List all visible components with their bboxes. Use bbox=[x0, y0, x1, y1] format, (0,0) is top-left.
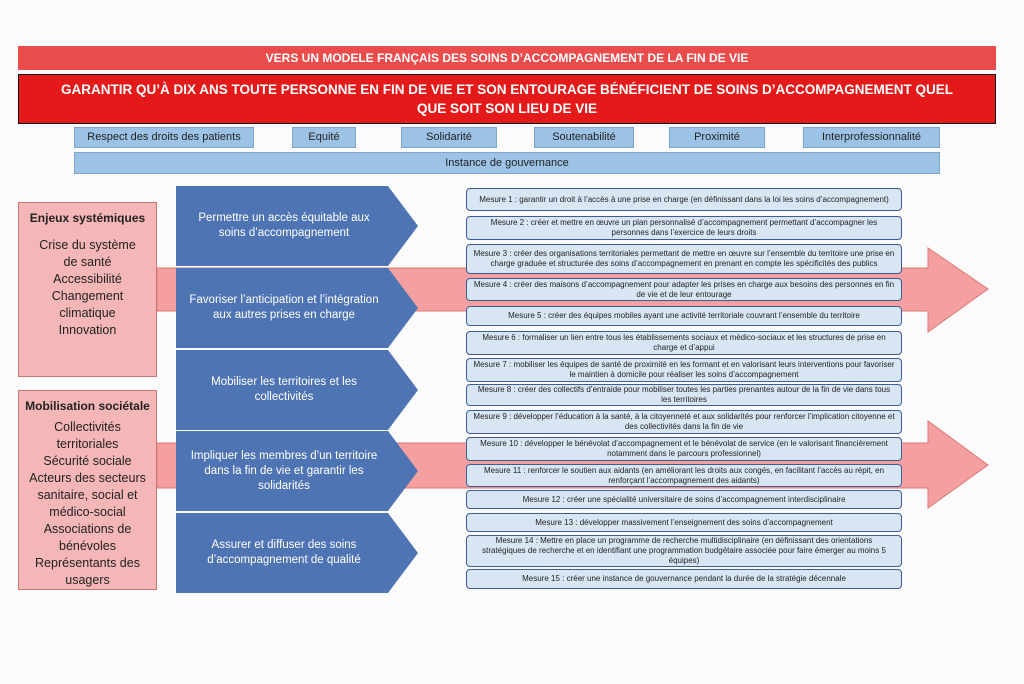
mobilisation-item: médico-social bbox=[49, 505, 126, 519]
enjeux-systemiques-box bbox=[18, 202, 157, 377]
mobilisation-item: territoriales bbox=[56, 437, 119, 451]
mesure-3: Mesure 3 : créer des organisations territoriales permettant de mettre en œuvre sur l’ensemble du territoire une prise en charge graduée et structurée des soins d’accompagnement en prenant en compte les spécificités des publics bbox=[466, 244, 902, 274]
value-proximite: Proximité bbox=[669, 127, 765, 148]
axe-1-label: Permettre un accès équitable aux soins d’accompagnement bbox=[198, 212, 370, 239]
value-interprofessionnalite: Interprofessionnalité bbox=[803, 127, 940, 148]
mobilisation-societale-box bbox=[18, 390, 157, 590]
enjeux-heading: Enjeux systémiques bbox=[29, 211, 146, 225]
axe-5-label: Assurer et diffuser des soins d’accompagnement de qualité bbox=[207, 539, 361, 566]
mobilisation-item: Sécurité sociale bbox=[43, 454, 132, 468]
mesure-13: Mesure 13 : développer massivement l’enseignement des soins d’accompagnement bbox=[466, 513, 902, 532]
enjeux-item: de santé bbox=[63, 255, 112, 269]
value-solidarite: Solidarité bbox=[401, 127, 497, 148]
mesure-6: Mesure 6 : formaliser un lien entre tous les établissements sociaux et médico-sociaux et les structures de prise en charge et d’appui bbox=[466, 331, 902, 355]
mesure-7: Mesure 7 : mobiliser les équipes de santé de proximité en les formant et en valorisant leurs interventions pour favoriser le maintien à domicile pour réaliser les soins d’accompagnement bbox=[466, 358, 902, 382]
mobilisation-item: usagers bbox=[65, 573, 110, 587]
instance-gouvernance: Instance de gouvernance bbox=[74, 152, 940, 174]
value-equite: Equité bbox=[292, 127, 356, 148]
enjeux-item: Accessibilité bbox=[53, 272, 122, 286]
mobilisation-list bbox=[19, 419, 156, 589]
axe-4-label: Impliquer les membres d’un territoire dans la fin de vie et garantir les solidarités bbox=[190, 449, 378, 492]
mesure-1: Mesure 1 : garantir un droit à l’accès à une prise en charge (en définissant dans la loi les soins d’accompagnement) bbox=[466, 188, 902, 211]
enjeux-item: Innovation bbox=[58, 323, 117, 337]
enjeux-item: Changement bbox=[51, 289, 124, 303]
axe-3-label: Mobiliser les territoires et les collectivités bbox=[211, 376, 357, 403]
mobilisation-item: sanitaire, social et bbox=[37, 488, 138, 502]
value-respect-droits: Respect des droits des patients bbox=[74, 127, 254, 148]
mesure-8: Mesure 8 : créer des collectifs d’entraide pour mobiliser toutes les parties prenantes autour de la fin de vie dans tous les territoires bbox=[466, 384, 902, 406]
enjeux-list bbox=[19, 237, 156, 339]
mesure-10: Mesure 10 : développer le bénévolat d’accompagnement et le bénévolat de service (en le valorisant financièrement notamment dans le parcours professionnel) bbox=[466, 437, 902, 461]
goal-banner: GARANTIR QU’À DIX ANS TOUTE PERSONNE EN FIN DE VIE ET SON ENTOURAGE BÉNÉFICIENT DE SOINS D’ACCOMPAGNEMENT QUEL QUE SOIT SON LIEU DE VIE bbox=[18, 74, 996, 124]
mesure-5: Mesure 5 : créer des équipes mobiles ayant une activité territoriale couvrant l’ensemble du territoire bbox=[466, 306, 902, 326]
mobilisation-heading: Mobilisation sociétale bbox=[25, 399, 150, 413]
enjeux-item: climatique bbox=[59, 306, 116, 320]
mobilisation-item: bénévoles bbox=[59, 539, 116, 553]
mobilisation-item: Associations de bbox=[43, 522, 132, 536]
mesure-12: Mesure 12 : créer une spécialité universitaire de soins d’accompagnement interdisciplinaire bbox=[466, 490, 902, 509]
mesure-11: Mesure 11 : renforcer le soutien aux aidants (en améliorant les droits aux congés, en facilitant l’accès au répit, en renforçant l’accompagnement des aidants) bbox=[466, 464, 902, 487]
mobilisation-item: Collectivités bbox=[54, 420, 121, 434]
enjeux-item: Crise du système bbox=[39, 238, 136, 252]
main-title: VERS UN MODELE FRANÇAIS DES SOINS D’ACCOMPAGNEMENT DE LA FIN DE VIE bbox=[18, 46, 996, 70]
value-soutenabilite: Soutenabilité bbox=[534, 127, 634, 148]
mesure-2: Mesure 2 : créer et mettre en œuvre un plan personnalisé d’accompagnement permettant d’accompagner les personnes dans l’exercice de leurs droits bbox=[466, 216, 902, 240]
mesure-15: Mesure 15 : créer une instance de gouvernance pendant la durée de la stratégie décennale bbox=[466, 569, 902, 589]
mobilisation-item: Acteurs des secteurs bbox=[29, 471, 146, 485]
mesure-4: Mesure 4 : créer des maisons d’accompagnement pour adapter les prises en charge aux besoins des personnes en fin de vie et de leur entourage bbox=[466, 278, 902, 301]
mesure-9: Mesure 9 : développer l’éducation à la santé, à la citoyenneté et aux solidarités pour renforcer l’implication citoyenne et des collectivités dans la fin de vie bbox=[466, 410, 902, 434]
mesure-14: Mesure 14 : Mettre en place un programme de recherche multidisciplinaire (en définissant des orientations stratégiques de recherche et en identifiant une programmation budgétaire associée pour faire émerger au moins 5 équipes) bbox=[466, 535, 902, 567]
axe-2-label: Favoriser l’anticipation et l’intégration aux autres prises en charge bbox=[189, 294, 379, 321]
mobilisation-item: Représentants des bbox=[35, 556, 140, 570]
